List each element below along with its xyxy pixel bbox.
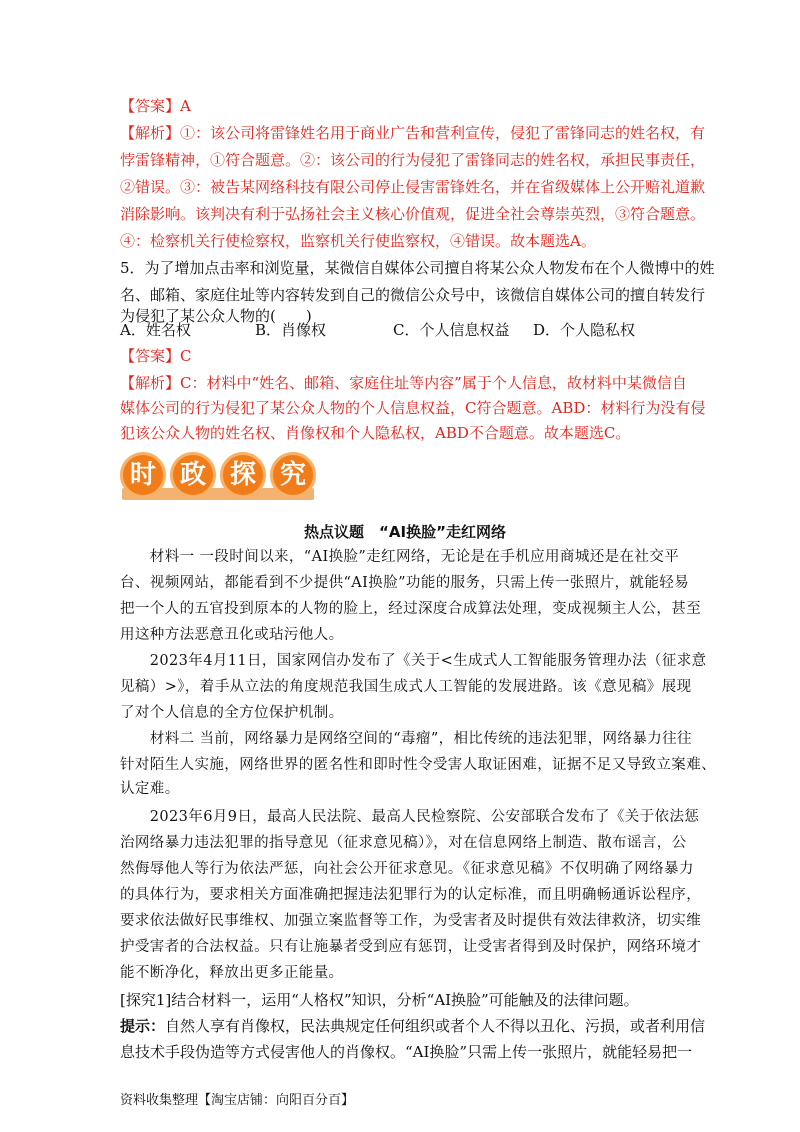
q4-analysis-line: ④：检察机关行使检察权，监察机关行使监察权，④错误。故本题选A。 (120, 232, 596, 250)
material-line: 材料一 一段时间以来，“AI换脸”走红网络，无论是在手机应用商城还是在社交平 (120, 549, 680, 565)
banner-char: 时 (120, 452, 166, 498)
material-line: 认定难。 (120, 781, 180, 797)
page-footer: 资料收集整理【淘宝店铺：向阳百分百】 (120, 1093, 355, 1108)
q5-stem-line: 为侵犯了某公众人物的( ) (120, 307, 312, 325)
q5-options (120, 320, 635, 340)
probe-label: [探究1] (120, 991, 172, 1009)
material-line: 针对陌生人实施，网络世界的匿名性和即时性令受害人取证困难，证据不足又导致立案难、 (120, 757, 716, 773)
material-line: 了对个人信息的全方位保护机制。 (120, 705, 344, 721)
material-line: 护受害者的合法权益。只有让施暴者受到应有惩罚，让受害者得到及时保护，网络环境才 (120, 939, 702, 955)
hint-text: 自然人享有肖像权，民法典规定任何组织或者个人不得以丑化、污损，或者利用信 (165, 1017, 706, 1035)
banner-char: 探 (220, 452, 266, 498)
section-banner (118, 452, 318, 502)
banner-char: 政 (170, 452, 216, 498)
hint-label: 提示： (120, 1017, 166, 1035)
material-line: 要求依法做好民事维权、加强立案监督等工作，为受害者及时提供有效法律救济，切实维 (120, 913, 702, 929)
q5-answer: 【答案】C (120, 347, 192, 365)
material-line: 2023年4月11日，国家网信办发布了《关于<生成式人工智能服务管理办法（征求意 (120, 653, 707, 669)
q4-analysis-line: ②错误。③：被告某网络科技有限公司停止侵害雷锋姓名，并在省级媒体上公开赔礼道歉 (120, 178, 706, 196)
material-line: 2023年6月9日，最高人民法院、最高人民检察院、公安部联合发布了《关于依法惩 (120, 809, 700, 825)
probe-line (120, 990, 690, 1010)
probe-text: 结合材料一，运用“人格权”知识，分析“AI换脸”可能触及的法律问题。 (171, 991, 639, 1009)
material-line: 材料二 当前，网络暴力是网络空间的“毒瘤”，相比传统的违法犯罪，网络暴力往往 (120, 731, 692, 747)
hint-line (120, 1016, 706, 1036)
q5-option-a: A．姓名权 (120, 321, 191, 339)
material-line: 的具体行为，要求相关方面准确把握违法犯罪行为的认定标准，而且明确畅通诉讼程序， (120, 887, 702, 903)
material-line: 台、视频网站，都能看到不少提供“AI换脸”功能的服务，只需上传一张照片，就能轻易 (120, 575, 690, 591)
q4-analysis-line: 消除影响。该判决有利于弘扬社会主义核心价值观，促进全社会尊崇英烈，③符合题意。 (120, 205, 706, 223)
banner-char: 究 (270, 452, 316, 498)
material-line: 见稿）>》，着手从立法的角度规范我国生成式人工智能的发展进路。该《意见稿》展现 (120, 679, 692, 695)
q5-option-c: C．个人信息权益 (393, 321, 510, 339)
q5-analysis-line: 犯该公众人物的姓名权、肖像权和个人隐私权，ABD不合题意。故本题选C。 (120, 424, 631, 442)
q5-analysis-line: 媒体公司的行为侵犯了某公众人物的个人信息权益，C符合题意。ABD：材料行为没有侵 (120, 399, 706, 417)
material-line: 把一个人的五官投到原本的人物的脸上，经过深度合成算法处理，变成视频主人公，甚至 (120, 601, 702, 617)
hint-line: 息技术手段伪造等方式侵害他人的肖像权。“AI换脸”只需上传一张照片，就能轻易把一 (120, 1043, 693, 1061)
material-line: 能不断净化，释放出更多正能量。 (120, 965, 344, 981)
q5-analysis-line: 【解析】C：材料中“姓名、邮箱、家庭住址等内容”属于个人信息，故材料中某微信自 (120, 374, 687, 392)
q4-analysis-line: 悖雷锋精神，①符合题意。②：该公司的行为侵犯了雷锋同志的姓名权，承担民事责任， (120, 151, 706, 169)
material-line: 然侮辱他人等行为依法严惩，向社会公开征求意见。《征求意见稿》不仅明确了网络暴力 (120, 861, 694, 877)
topic-title: 热点议题 “AI换脸”走红网络 (304, 523, 506, 541)
material-line: 用这种方法恶意丑化或玷污他人。 (120, 627, 344, 643)
material-line: 治网络暴力违法犯罪的指导意见（征求意见稿）》，对在信息网络上制造、散布谣言，公 (120, 835, 687, 851)
q5-option-b: B．肖像权 (255, 321, 327, 339)
q4-answer: 【答案】A (120, 97, 191, 115)
q5-stem-line: 5．为了增加点击率和浏览量，某微信自媒体公司擅自将某公众人物发布在个人微博中的姓 (120, 259, 715, 277)
q5-option-d: D．个人隐私权 (533, 321, 636, 339)
q5-stem-line: 名、邮箱、家庭住址等内容转发到自己的微信公众号中，该微信自媒体公司的擅自转发行 (120, 286, 706, 304)
q4-analysis-line: 【解析】①：该公司将雷锋姓名用于商业广告和营利宣传，侵犯了雷锋同志的姓名权，有 (120, 124, 706, 142)
